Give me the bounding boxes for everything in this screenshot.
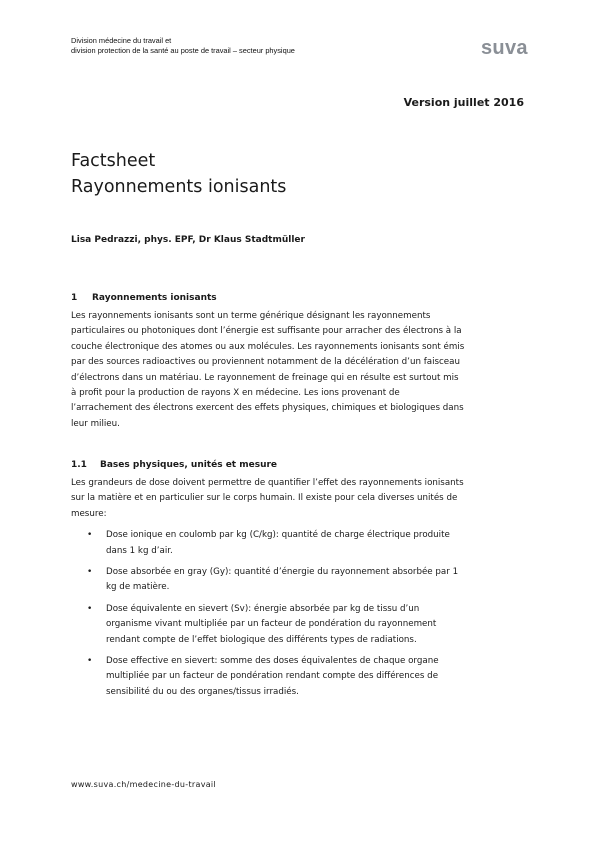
list-item-line: sensibilité du ou des organes/tissus irradiés. <box>106 686 299 697</box>
document-title <box>71 149 286 200</box>
section-1-1-paragraph <box>71 476 526 522</box>
paragraph-line: d’électrons dans un matériau. Le rayonnement de freinage qui en résulte est surtout mis <box>71 372 459 383</box>
list-item <box>71 602 526 648</box>
version-label: Version juillet 2016 <box>403 96 524 109</box>
title-line-1: Factsheet <box>71 151 156 171</box>
paragraph-line: sur la matière et en particulier sur le corps humain. Il existe pour cela diverses unités de <box>71 493 458 504</box>
dose-units-list <box>71 528 526 700</box>
list-item-line: Dose absorbée en gray (Gy): quantité d’énergie du rayonnement absorbée par 1 <box>106 567 459 578</box>
paragraph-line: l’arrachement des électrons exercent des effets physiques, chimiques et biologiques dans <box>71 403 464 414</box>
list-item-line: Dose effective en sievert: somme des doses équivalentes de chaque organe <box>106 656 439 667</box>
department-line-1: Division médecine du travail et <box>71 36 172 45</box>
authors: Lisa Pedrazzi, phys. EPF, Dr Klaus Stadtmüller <box>71 235 305 245</box>
list-item-line: Dose ionique en coulomb par kg (C/kg): quantité de charge électrique produite <box>106 530 450 541</box>
section-1-1-number: 1.1 <box>71 460 87 470</box>
paragraph-line: couche électronique des atomes ou aux molécules. Les rayonnements ionisants sont émis <box>71 341 465 352</box>
list-item <box>71 565 526 596</box>
paragraph-line: mesure: <box>71 508 107 519</box>
section-1 <box>71 293 526 432</box>
paragraph-line: leur milieu. <box>71 418 120 429</box>
list-item-line: kg de matière. <box>106 582 170 593</box>
list-item-line: multipliée par un facteur de pondération rendant compte des différences de <box>106 671 439 682</box>
section-1-title: Rayonnements ionisants <box>92 293 217 303</box>
list-item-line: rendant compte de l’effet biologique des différents types de radiations. <box>106 634 417 645</box>
list-item <box>71 528 526 559</box>
section-1-number: 1 <box>71 293 78 303</box>
suva-logo: suva <box>481 37 528 59</box>
section-1-1 <box>71 460 526 706</box>
list-item-line: Dose équivalente en sievert (Sv): énergie absorbée par kg de tissu d’un <box>106 603 420 614</box>
department-line-2: division protection de la santé au poste de travail – secteur physique <box>71 45 295 55</box>
section-1-1-title: Bases physiques, unités et mesure <box>100 460 278 470</box>
bullet-icon: • <box>87 603 93 614</box>
list-item-line: dans 1 kg d’air. <box>106 545 173 556</box>
bullet-icon: • <box>87 567 93 578</box>
list-item <box>71 654 526 700</box>
section-1-1-heading <box>71 460 526 470</box>
paragraph-line: par des sources radioactives ou proviennent notamment de la décélération d’un faisceau <box>71 357 460 368</box>
bullet-icon: • <box>87 530 93 541</box>
section-1-paragraph <box>71 309 526 432</box>
title-line-2: Rayonnements ionisants <box>71 176 287 197</box>
paragraph-line: Les rayonnements ionisants sont un terme générique désignant les rayonnements <box>71 311 431 321</box>
paragraph-line: particulaires ou photoniques dont l’énergie est suffisante pour arracher des électrons à la <box>71 326 462 337</box>
paragraph-line: à profit pour la production de rayons X en médecine. Les ions provenant de <box>71 388 400 399</box>
list-item-line: organisme vivant multipliée par un facteur de pondération du rayonnement <box>106 619 437 630</box>
paragraph-line: Les grandeurs de dose doivent permettre de quantifier l’effet des rayonnements ionisants <box>71 478 464 488</box>
bullet-icon: • <box>87 656 93 667</box>
department-header <box>71 36 295 55</box>
section-1-heading <box>71 293 526 303</box>
footer-url[interactable]: www.suva.ch/medecine-du-travail <box>71 780 216 789</box>
